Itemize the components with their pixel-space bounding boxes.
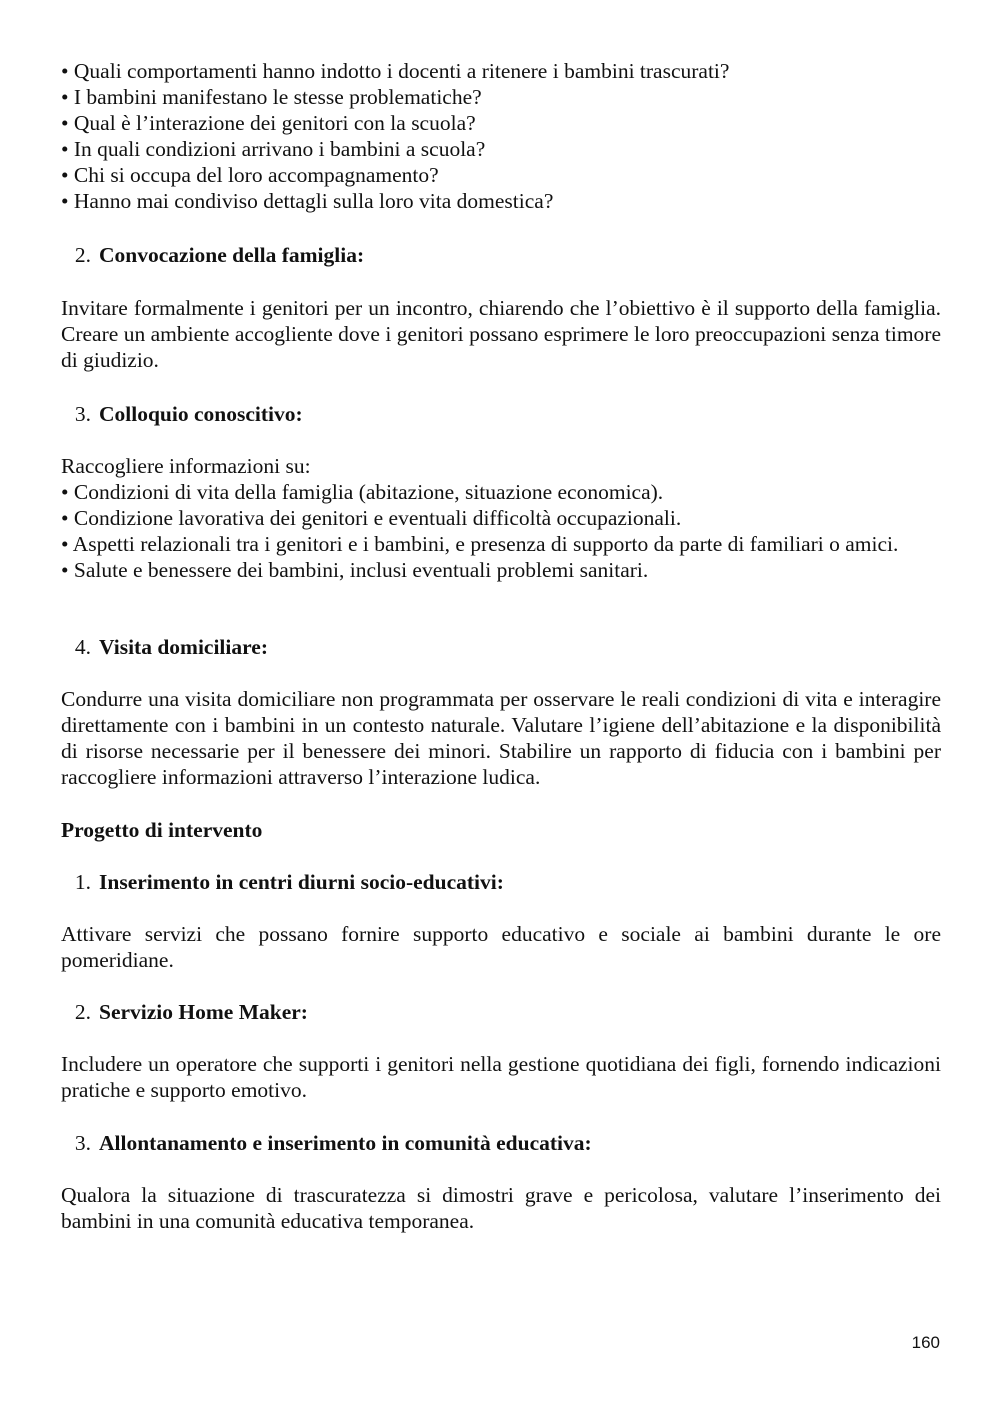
- list-item: • Condizioni di vita della famiglia (abitazione, situazione economica).: [61, 480, 664, 504]
- step-number: 3.: [74, 402, 91, 426]
- list-item: • Hanno mai condiviso dettagli sulla loro vita domestica?: [61, 189, 554, 213]
- step-paragraph: Invitare formalmente i genitori per un incontro, chiarendo che l’obiettivo è il supporto della famiglia. Creare un ambiente accogliente dove i genitori possano esprimere le loro preoccupazioni senza timore di giudizio.: [61, 296, 941, 372]
- intervention-title: Allontanamento e inserimento in comunità educativa:: [99, 1131, 592, 1155]
- intervention-heading: [61, 869, 504, 895]
- step-number: 2.: [74, 243, 91, 267]
- intervention-title: Inserimento in centri diurni socio-educativi:: [99, 870, 504, 894]
- list-item: • In quali condizioni arrivano i bambini a scuola?: [61, 137, 486, 161]
- list-item: • Quali comportamenti hanno indotto i docenti a ritenere i bambini trascurati?: [61, 59, 730, 83]
- list-item: • Aspetti relazionali tra i genitori e i bambini, e presenza di supporto da parte di familiari o amici.: [61, 532, 899, 556]
- info-list: [61, 453, 941, 583]
- intervention-heading: [61, 999, 308, 1025]
- list-item: • Chi si occupa del loro accompagnamento?: [61, 163, 439, 187]
- intervention-number: 2.: [74, 1000, 91, 1024]
- intro-bullet-list: [61, 58, 941, 214]
- intervention-paragraph: Includere un operatore che supporti i genitori nella gestione quotidiana dei figli, fornendo indicazioni pratiche e supporto emotivo.: [61, 1052, 941, 1102]
- intervention-number: 1.: [74, 870, 91, 894]
- intervention-number: 3.: [74, 1131, 91, 1155]
- list-lead: Raccogliere informazioni su:: [61, 454, 311, 478]
- intervention-title: Servizio Home Maker:: [99, 1000, 308, 1024]
- step-paragraph: Condurre una visita domiciliare non programmata per osservare le reali condizioni di vita e interagire direttamente con i bambini in un contesto naturale. Valutare l’igiene dell’abitazione e la disponibilità di risorse necessarie per il benessere dei minori. Stabilire un rapporto di fiducia con i bambini per raccogliere informazioni attraverso l’interazione ludica.: [61, 687, 941, 789]
- list-item: • I bambini manifestano le stesse problematiche?: [61, 85, 482, 109]
- step-title: Visita domiciliare:: [99, 635, 268, 659]
- section-title: Progetto di intervento: [61, 818, 263, 842]
- page-number: 160: [911, 1333, 940, 1352]
- step-heading: [61, 401, 303, 427]
- step-heading: [61, 242, 364, 268]
- intervention-paragraph: Qualora la situazione di trascuratezza si dimostri grave e pericolosa, valutare l’inserimento dei bambini in una comunità educativa temporanea.: [61, 1183, 941, 1233]
- intervention-paragraph: Attivare servizi che possano fornire supporto educativo e sociale ai bambini durante le ore pomeridiane.: [61, 922, 941, 972]
- list-item: • Salute e benessere dei bambini, inclusi eventuali problemi sanitari.: [61, 558, 649, 582]
- step-heading: [61, 634, 268, 660]
- step-title: Convocazione della famiglia:: [99, 243, 365, 267]
- intervention-heading: [61, 1130, 592, 1156]
- step-number: 4.: [74, 635, 91, 659]
- list-item: • Condizione lavorativa dei genitori e eventuali difficoltà occupazionali.: [61, 506, 682, 530]
- list-item: • Qual è l’interazione dei genitori con la scuola?: [61, 111, 476, 135]
- step-title: Colloquio conoscitivo:: [99, 402, 303, 426]
